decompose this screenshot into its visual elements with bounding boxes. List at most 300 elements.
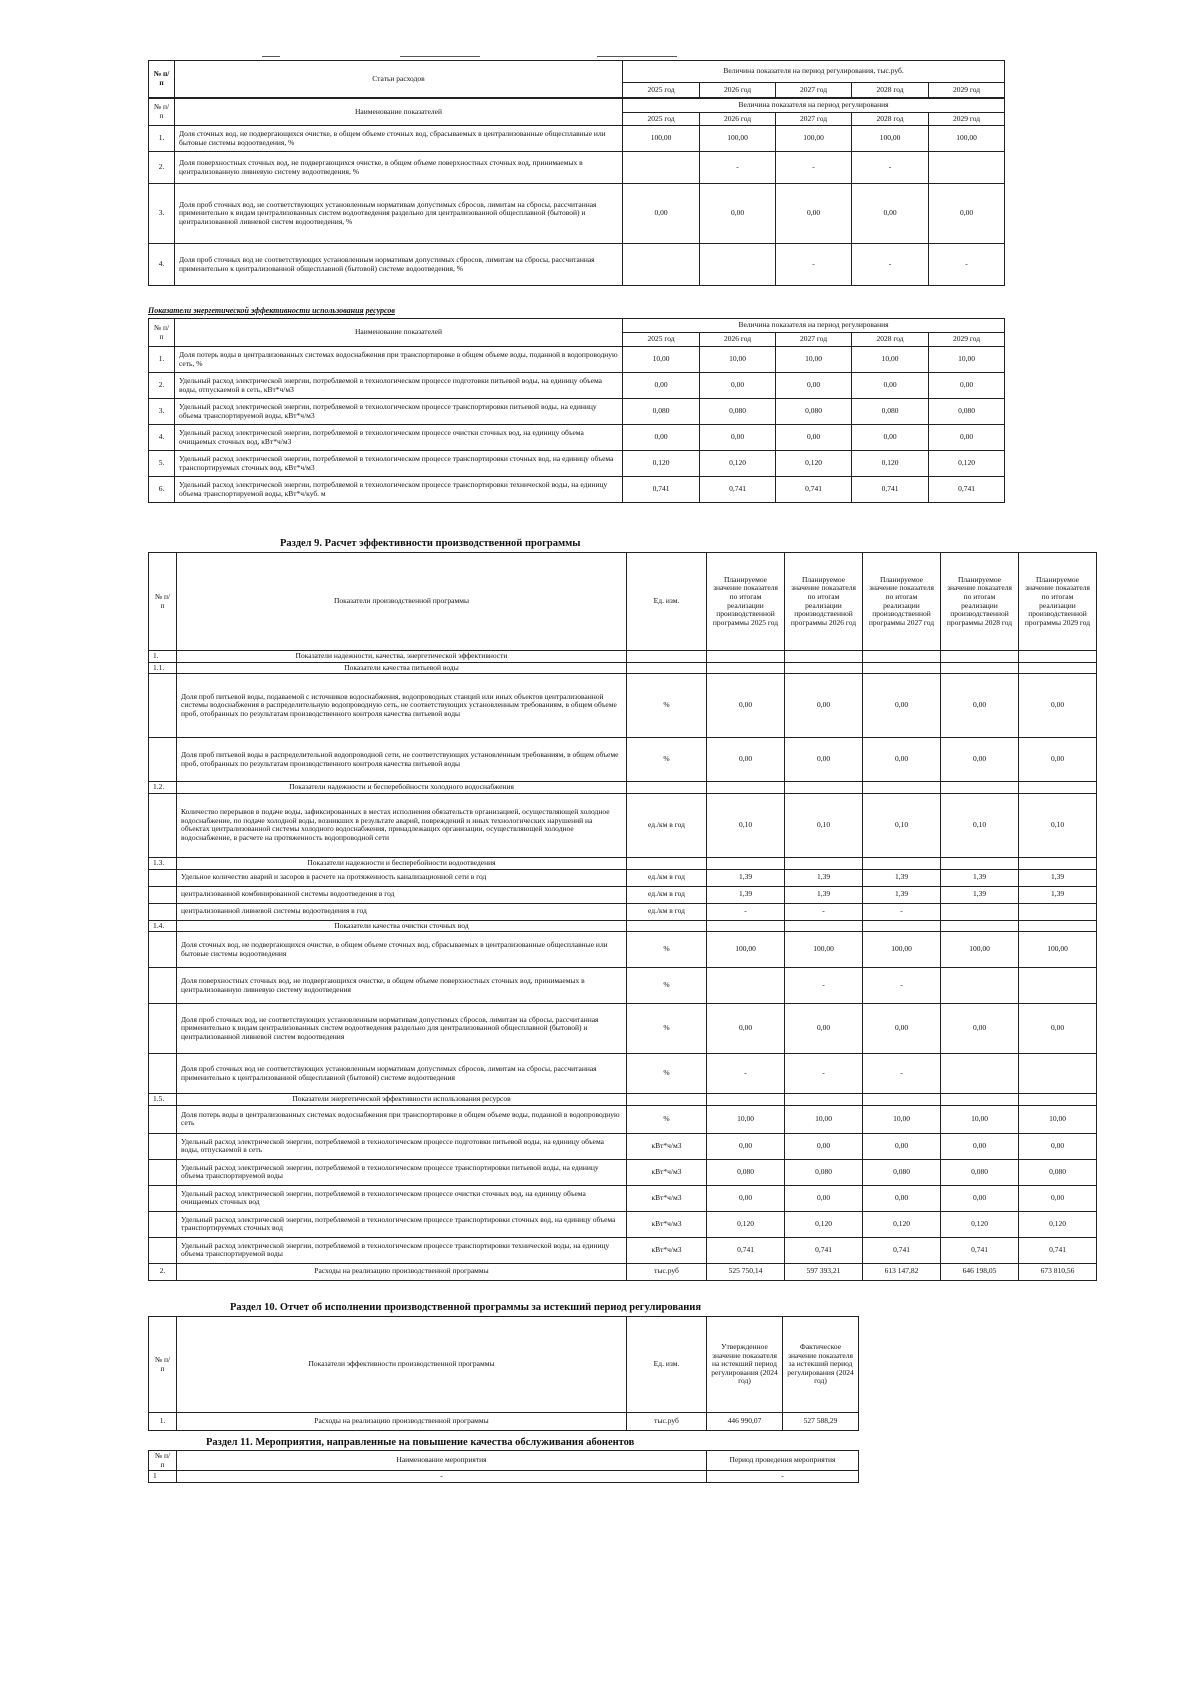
approved-value: 446 990,07 (707, 1413, 783, 1431)
row-value (941, 1054, 1019, 1094)
row-value: 0,10 (863, 793, 941, 857)
planned-value-header: Планируемое значение показателя по итогам реализации производственной программы 2026 год (785, 553, 863, 651)
row-value: 0,120 (707, 1211, 785, 1237)
wastewater-indicators-table (148, 98, 1005, 286)
row-value: 0,741 (863, 1237, 941, 1263)
year-header: 2028 год (852, 333, 929, 347)
row-period: - (707, 1471, 859, 1483)
row-number: 3. (149, 184, 175, 244)
table-row (149, 932, 1097, 968)
section-row (149, 782, 1097, 794)
row-unit: % (627, 674, 707, 738)
program-efficiency-rows (149, 651, 1097, 1281)
row-name: Доля проб сточных вод не соответствующих установленным нормативам допустимых сбросов, лимитам на сбросы, рассчитанная применительно к централизованной общесплавной (бытовой) системе водоотведения (177, 1054, 627, 1094)
section-9-title: Раздел 9. Расчет эффективности производственной программы (280, 538, 581, 549)
row-number: 1.3. (149, 857, 177, 869)
empty-cell (707, 1094, 785, 1106)
row-number (149, 1185, 177, 1211)
section-name: Показатели энергетической эффективности использования ресурсов (177, 1094, 627, 1106)
table-row (149, 886, 1097, 903)
row-value: 100,00 (863, 932, 941, 968)
col-name-header: Наименование показателей (175, 319, 623, 347)
table-row (149, 425, 1005, 451)
row-name: Доля сточных вод, не подвергающихся очистке, в общем объеме сточных вод, сбрасываемых в централизованные общесплавные или бытовые системы водоотведения, % (175, 126, 623, 152)
row-value: - (700, 152, 776, 184)
row-value: 10,00 (929, 347, 1005, 373)
empty-cell (627, 920, 707, 932)
year-header: 2026 год (700, 333, 776, 347)
col-period-header: Величина показателя на период регулирования, тыс.руб. (623, 61, 1005, 83)
program-efficiency-table (148, 552, 1097, 1281)
row-value: 100,00 (623, 126, 700, 152)
empty-cell (785, 782, 863, 794)
actual-value: 527 588,29 (783, 1413, 859, 1431)
row-unit: % (627, 738, 707, 782)
row-value: 0,00 (785, 1185, 863, 1211)
table-row (149, 1185, 1097, 1211)
row-value: 100,00 (785, 932, 863, 968)
table-row (149, 1004, 1097, 1054)
row-name: Удельный расход электрической энергии, потребляемой в технологическом процессе транспортировки питьевой воды, на единицу объема транспортируемой воды, кВт*ч/м3 (175, 399, 623, 425)
table-row (149, 152, 1005, 184)
row-value: - (852, 152, 929, 184)
table-row (149, 1413, 859, 1431)
empty-cell (1019, 651, 1097, 663)
row-number (149, 738, 177, 782)
row-value: 0,120 (941, 1211, 1019, 1237)
col-unit-header: Ед. изм. (627, 1317, 707, 1413)
row-value: 0,00 (707, 1185, 785, 1211)
row-value: 0,080 (776, 399, 852, 425)
empty-cell (1019, 782, 1097, 794)
row-value: 0,00 (1019, 1133, 1097, 1159)
row-value (941, 903, 1019, 920)
year-header: 2026 год (700, 83, 776, 98)
col-num-header: № п/п (149, 99, 175, 126)
empty-cell (863, 920, 941, 932)
year-header: 2027 год (776, 83, 852, 98)
row-value: 0,00 (1019, 1004, 1097, 1054)
program-report-table (148, 1316, 859, 1431)
row-value: 10,00 (776, 347, 852, 373)
year-header: 2029 год (929, 83, 1005, 98)
row-unit: кВт*ч/м3 (627, 1159, 707, 1185)
row-value: 100,00 (700, 126, 776, 152)
row-value: 0,741 (700, 477, 776, 503)
year-header: 2027 год (776, 113, 852, 126)
row-value: 0,00 (700, 184, 776, 244)
row-unit: ед./км в год (627, 869, 707, 886)
empty-cell (863, 1094, 941, 1106)
row-number: 1.5. (149, 1094, 177, 1106)
empty-cell (627, 651, 707, 663)
row-value: 10,00 (852, 347, 929, 373)
row-value (1019, 968, 1097, 1004)
section-row (149, 662, 1097, 674)
empty-cell (785, 651, 863, 663)
energy-efficiency-subtitle: Показатели энергетической эффективности использования ресурсов (148, 306, 395, 315)
row-number (149, 886, 177, 903)
row-value: 1,39 (941, 886, 1019, 903)
col-name-header: Наименование показателей (175, 99, 623, 126)
row-number (149, 869, 177, 886)
section-row (149, 1094, 1097, 1106)
section-11-title: Раздел 11. Мероприятия, направленные на повышение качества обслуживания абонентов (206, 1437, 635, 1448)
row-name: Расходы на реализацию производственной программы (177, 1413, 627, 1431)
row-number (149, 932, 177, 968)
section-name: Показатели надежности и бесперебойности холодного водоснабжения (177, 782, 627, 794)
row-value: 0,741 (1019, 1237, 1097, 1263)
empty-cell (627, 1094, 707, 1106)
empty-cell (785, 662, 863, 674)
row-number: 2. (149, 373, 175, 399)
row-number (149, 1211, 177, 1237)
empty-cell (941, 920, 1019, 932)
row-value: 0,741 (623, 477, 700, 503)
row-number (149, 1105, 177, 1133)
section-name: Показатели надежности, качества, энергетической эффективности (177, 651, 627, 663)
row-value: 1,39 (863, 886, 941, 903)
table-row (149, 1471, 859, 1483)
row-number: 2. (149, 152, 175, 184)
table-row (149, 1054, 1097, 1094)
row-name: Удельное количество аварий и засоров в расчете на протяженность канализационной сети в год (177, 869, 627, 886)
row-value: 0,120 (852, 451, 929, 477)
row-value: 0,10 (707, 793, 785, 857)
section-row (149, 651, 1097, 663)
empty-cell (863, 857, 941, 869)
row-number: 4. (149, 244, 175, 286)
row-unit: ед./км в год (627, 793, 707, 857)
row-value: 1,39 (785, 886, 863, 903)
row-number (149, 674, 177, 738)
row-number (149, 1237, 177, 1263)
row-name: Удельный расход электрической энергии, потребляемой в технологическом процессе транспортировки питьевой воды, на единицу объема транспортируемой воды (177, 1159, 627, 1185)
row-value: 525 750,14 (707, 1263, 785, 1280)
row-value (1019, 903, 1097, 920)
empty-cell (941, 1094, 1019, 1106)
empty-cell (1019, 662, 1097, 674)
empty-cell (941, 662, 1019, 674)
table-row (149, 1133, 1097, 1159)
row-value: 10,00 (1019, 1105, 1097, 1133)
row-value (941, 968, 1019, 1004)
row-name: Расходы на реализацию производственной программы (177, 1263, 627, 1280)
row-value: 0,10 (785, 793, 863, 857)
table-row (149, 477, 1005, 503)
table-row (149, 674, 1097, 738)
row-value: 0,120 (700, 451, 776, 477)
row-value: - (776, 244, 852, 286)
col-num-header: № п/п (149, 61, 175, 98)
empty-cell (863, 662, 941, 674)
year-header: 2027 год (776, 333, 852, 347)
row-value: 100,00 (929, 126, 1005, 152)
year-header: 2028 год (852, 83, 929, 98)
row-value: 0,00 (623, 373, 700, 399)
row-number: 1. (149, 651, 177, 663)
row-value: 0,10 (941, 793, 1019, 857)
row-value: 0,00 (941, 1133, 1019, 1159)
row-name: Удельный расход электрической энергии, потребляемой в технологическом процессе очистки сточных вод, на единицу объема очищаемых сточных вод, кВт*ч/м3 (175, 425, 623, 451)
row-name: Удельный расход электрической энергии, потребляемой в технологическом процессе очистки сточных вод, на единицу объема очищаемых сточных вод (177, 1185, 627, 1211)
row-number (149, 793, 177, 857)
row-name: Доля проб питьевой воды, подаваемой с источников водоснабжения, водопроводных станций или иных объектов централизованной системы водоснабжения в распределительную водопроводную сеть, не соответствующих установленным требованиям, в общем объеме проб, отобранных по результатам производственного контроля качества питьевой воды (177, 674, 627, 738)
row-value: - (863, 968, 941, 1004)
year-header: 2029 год (929, 113, 1005, 126)
table-row (149, 869, 1097, 886)
planned-value-header: Планируемое значение показателя по итогам реализации производственной программы 2025 год (707, 553, 785, 651)
row-value: 0,120 (1019, 1211, 1097, 1237)
row-value: 0,120 (776, 451, 852, 477)
row-value: 0,741 (707, 1237, 785, 1263)
row-number: 6. (149, 477, 175, 503)
year-header: 2029 год (929, 333, 1005, 347)
table-row (149, 244, 1005, 286)
col-name-header: Статьи расходов (175, 61, 623, 98)
row-unit: % (627, 932, 707, 968)
row-name: Доля проб сточных вод не соответствующих установленным нормативам допустимых сбросов, лимитам на сбросы, рассчитанная применительно к централизованной общесплавной (бытовой) системе водоотведения, % (175, 244, 623, 286)
row-value: 10,00 (707, 1105, 785, 1133)
table-row (149, 903, 1097, 920)
col-num-header: № п/п (149, 1317, 177, 1413)
empty-cell (1019, 920, 1097, 932)
row-unit: тыс.руб (627, 1263, 707, 1280)
row-unit: кВт*ч/м3 (627, 1185, 707, 1211)
row-value: 0,00 (941, 1004, 1019, 1054)
section-name: Показатели качества очистки сточных вод (177, 920, 627, 932)
row-name: - (177, 1471, 707, 1483)
row-unit: кВт*ч/м3 (627, 1133, 707, 1159)
table-row (149, 1237, 1097, 1263)
row-value: 0,00 (1019, 738, 1097, 782)
row-name: Доля проб сточных вод, не соответствующих установленным нормативам допустимых сбросов, лимитам на сбросы, рассчитанная применительно к видам централизованных систем водоотведения раздельно для централизованной общесплавной (бытовой) и централизованной ливневой систем водоотведения (177, 1004, 627, 1054)
empty-cell (707, 782, 785, 794)
row-value: 0,080 (852, 399, 929, 425)
row-value: 0,080 (863, 1159, 941, 1185)
row-value: 0,00 (929, 184, 1005, 244)
row-value: 1,39 (1019, 886, 1097, 903)
row-value: 0,741 (852, 477, 929, 503)
col-period-header: Величина показателя на период регулирования (623, 99, 1005, 113)
empty-cell (941, 782, 1019, 794)
col-name-header: Показатели производственной программы (177, 553, 627, 651)
table-row (149, 126, 1005, 152)
row-value: 646 198,05 (941, 1263, 1019, 1280)
row-number: 1.4. (149, 920, 177, 932)
expense-items-header-table (148, 60, 1005, 98)
row-name: Доля потерь воды в централизованных системах водоснабжения при транспортировке в общем объеме воды, поданной в водопроводную сеть, % (175, 347, 623, 373)
row-name: Удельный расход электрической энергии, потребляемой в технологическом процессе транспортировки технической воды, на единицу объема транспортируемой воды (177, 1237, 627, 1263)
row-value: 0,00 (776, 425, 852, 451)
row-value: - (863, 903, 941, 920)
row-value: 0,00 (776, 373, 852, 399)
empty-cell (941, 857, 1019, 869)
row-value: 100,00 (707, 932, 785, 968)
row-number (149, 1054, 177, 1094)
row-unit: кВт*ч/м3 (627, 1211, 707, 1237)
actual-value-header: Фактическое значение показателя за истекший период регулирования (2024 год) (783, 1317, 859, 1413)
year-header: 2025 год (623, 83, 700, 98)
row-unit: % (627, 968, 707, 1004)
energy-efficiency-table (148, 318, 1005, 503)
row-value: 0,080 (785, 1159, 863, 1185)
row-value: - (929, 244, 1005, 286)
table-row (149, 1211, 1097, 1237)
empty-cell (941, 651, 1019, 663)
row-value: 0,741 (785, 1237, 863, 1263)
row-value: 0,00 (852, 184, 929, 244)
empty-cell (707, 920, 785, 932)
row-number: 5. (149, 451, 175, 477)
row-value: 10,00 (700, 347, 776, 373)
row-number: 2. (149, 1263, 177, 1280)
table-row (149, 184, 1005, 244)
section-row (149, 857, 1097, 869)
row-unit: % (627, 1004, 707, 1054)
row-value: 673 810,56 (1019, 1263, 1097, 1280)
row-value: 100,00 (941, 932, 1019, 968)
row-number: 1.1. (149, 662, 177, 674)
row-value: 0,00 (700, 425, 776, 451)
row-value: 10,00 (863, 1105, 941, 1133)
row-value (623, 152, 700, 184)
row-value: 1,39 (707, 869, 785, 886)
col-period-header: Величина показателя на период регулирования (623, 319, 1005, 333)
table-row (149, 738, 1097, 782)
row-value: 0,120 (863, 1211, 941, 1237)
row-number (149, 1159, 177, 1185)
row-value (707, 968, 785, 1004)
row-name: централизованной комбинированной системы водоотведения в год (177, 886, 627, 903)
service-quality-measures-table (148, 1450, 859, 1483)
row-unit: ед./км в год (627, 886, 707, 903)
row-value: 0,120 (623, 451, 700, 477)
scan-line (400, 56, 480, 57)
table-row (149, 1159, 1097, 1185)
table-row (149, 1105, 1097, 1133)
row-value: 0,00 (863, 1004, 941, 1054)
row-value: 0,120 (929, 451, 1005, 477)
row-value: 0,00 (852, 425, 929, 451)
row-name: централизованной ливневой системы водоотведения в год (177, 903, 627, 920)
approved-value-header: Утвержденное значение показателя на истекший период регулирования (2024 год) (707, 1317, 783, 1413)
row-number: 1.2. (149, 782, 177, 794)
row-name: Доля поверхностных сточных вод, не подвергающихся очистке, в общем объеме поверхностных сточных вод, принимаемых в централизованную ливневую систему водоотведения (177, 968, 627, 1004)
row-value: 100,00 (852, 126, 929, 152)
row-value: - (707, 903, 785, 920)
row-value: 0,080 (700, 399, 776, 425)
row-value: 0,00 (863, 1185, 941, 1211)
row-value: 0,00 (941, 738, 1019, 782)
row-number (149, 1004, 177, 1054)
row-value: 0,741 (941, 1237, 1019, 1263)
row-value (1019, 1054, 1097, 1094)
row-number: 3. (149, 399, 175, 425)
planned-value-header: Планируемое значение показателя по итогам реализации производственной программы 2027 год (863, 553, 941, 651)
energy-efficiency-rows (149, 347, 1005, 503)
row-value: 10,00 (623, 347, 700, 373)
table-row (149, 347, 1005, 373)
row-value: 100,00 (776, 126, 852, 152)
row-value: 0,00 (707, 674, 785, 738)
row-number: 1. (149, 347, 175, 373)
row-unit: % (627, 1105, 707, 1133)
table-row (149, 451, 1005, 477)
empty-cell (1019, 1094, 1097, 1106)
row-name: Удельный расход электрической энергии, потребляемой в технологическом процессе подготовки питьевой воды, на единицу объема воды, отпускаемой в сеть (177, 1133, 627, 1159)
year-header: 2028 год (852, 113, 929, 126)
row-value: 0,00 (929, 425, 1005, 451)
row-value: 100,00 (1019, 932, 1097, 968)
row-number: 1 (149, 1471, 177, 1483)
empty-cell (863, 651, 941, 663)
row-number (149, 903, 177, 920)
row-name: Удельный расход электрической энергии, потребляемой в технологическом процессе транспортировки технической воды, на единицу объема транспортируемой воды, кВт*ч/куб. м (175, 477, 623, 503)
row-number: 4. (149, 425, 175, 451)
table-row (149, 968, 1097, 1004)
row-value: 0,00 (707, 1004, 785, 1054)
empty-cell (707, 651, 785, 663)
row-number: 1. (149, 126, 175, 152)
row-name: Количество перерывов в подаче воды, зафиксированных в местах исполнения обязательств организацией, осуществляющей холодное водоснабжение, по подаче холодной воды, возникших в результате аварий, повреждений и иных технологических нарушений на объектах централизованной системы холодного водоснабжения, принадлежащих организации, осуществляющей холодное водоснабжение, в расчете на протяженность водопроводной сети (177, 793, 627, 857)
row-name: Доля сточных вод, не подвергающихся очистке, в общем объеме сточных вод, сбрасываемых в централизованные общесплавные или бытовые системы водоотведения (177, 932, 627, 968)
row-value: 0,080 (941, 1159, 1019, 1185)
empty-cell (627, 857, 707, 869)
row-value: 0,00 (941, 674, 1019, 738)
col-name-header: Наименование мероприятия (177, 1451, 707, 1471)
table-row (149, 373, 1005, 399)
row-value: 0,00 (852, 373, 929, 399)
row-value (700, 244, 776, 286)
row-name: Доля проб питьевой воды в распределительной водопроводной сети, не соответствующих установленным требованиям, в общем объеме проб, отобранных по результатам производственного контроля качества питьевой воды (177, 738, 627, 782)
empty-cell (707, 662, 785, 674)
row-value: 0,00 (707, 738, 785, 782)
col-unit-header: Ед. изм. (627, 553, 707, 651)
row-unit: кВт*ч/м3 (627, 1237, 707, 1263)
row-value: 0,00 (1019, 674, 1097, 738)
row-name: Удельный расход электрической энергии, потребляемой в технологическом процессе транспортировки сточных вод, на единицу объема транспортируемых сточных вод (177, 1211, 627, 1237)
row-value: 613 147,82 (863, 1263, 941, 1280)
row-name: Доля поверхностных сточных вод, не подвергающихся очистке, в общем объеме поверхностных сточных вод, принимаемых в централизованную ливневую систему водоотведения, % (175, 152, 623, 184)
section-row (149, 920, 1097, 932)
year-header: 2025 год (623, 113, 700, 126)
row-value: - (776, 152, 852, 184)
col-num-header: № п/п (149, 1451, 177, 1471)
row-value: 0,00 (863, 1133, 941, 1159)
empty-cell (627, 662, 707, 674)
row-value: 0,10 (1019, 793, 1097, 857)
row-value: 0,741 (929, 477, 1005, 503)
col-name-header: Показатели эффективности производственной программы (177, 1317, 627, 1413)
table-row (149, 399, 1005, 425)
row-value: - (863, 1054, 941, 1094)
row-value: - (785, 903, 863, 920)
row-name: Доля потерь воды в централизованных системах водоснабжения при транспортировке в общем объеме воды, поданной в водопроводную сеть (177, 1105, 627, 1133)
planned-value-header: Планируемое значение показателя по итогам реализации производственной программы 2028 год (941, 553, 1019, 651)
section-name: Показатели качества питьевой воды (177, 662, 627, 674)
row-value: 0,00 (863, 738, 941, 782)
row-value: 0,741 (776, 477, 852, 503)
row-value: 0,00 (785, 738, 863, 782)
scan-line (597, 56, 677, 57)
row-value: 0,00 (1019, 1185, 1097, 1211)
row-value: 597 393,21 (785, 1263, 863, 1280)
row-value: 0,00 (623, 184, 700, 244)
row-unit: ед./км в год (627, 903, 707, 920)
row-unit: % (627, 1054, 707, 1094)
row-value: 0,00 (700, 373, 776, 399)
